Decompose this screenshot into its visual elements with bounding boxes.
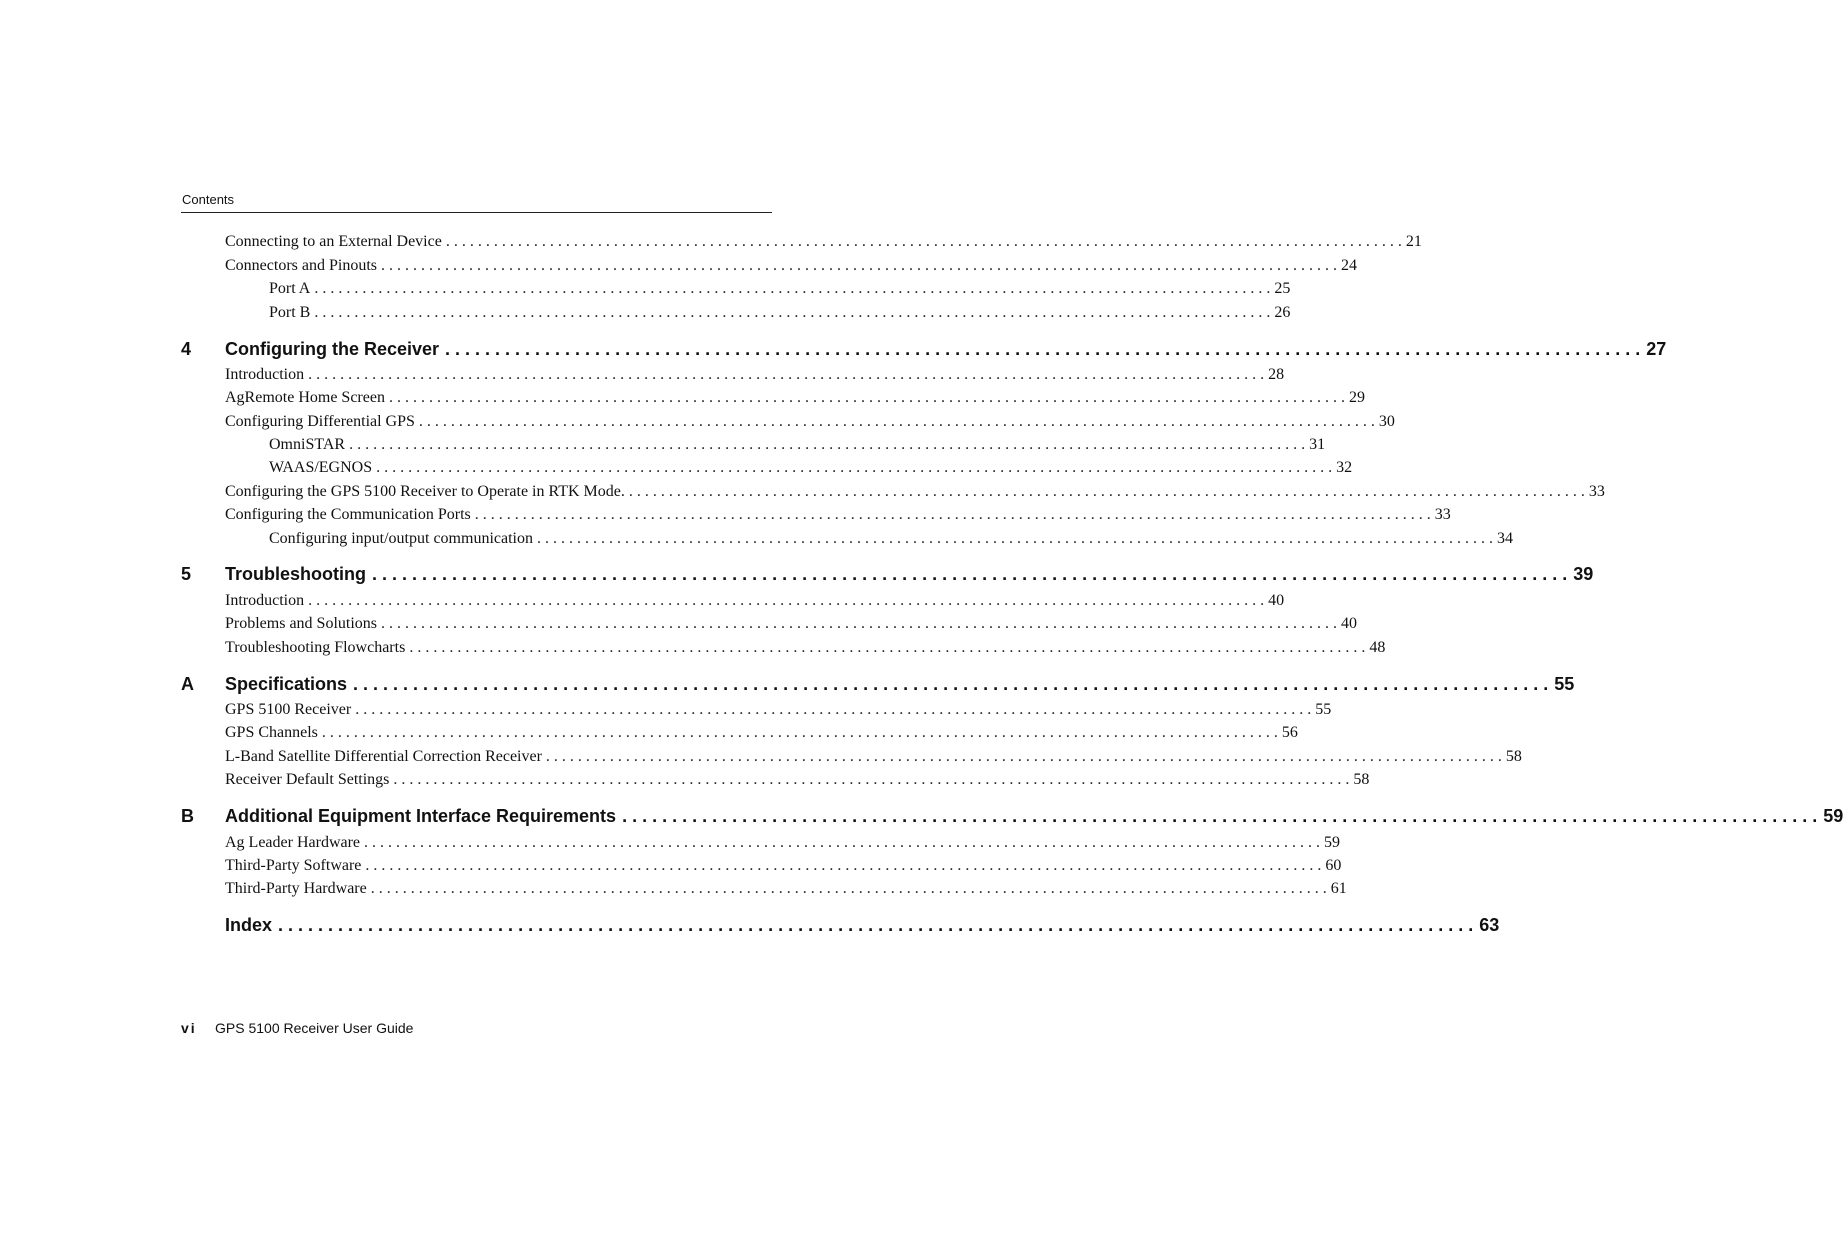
dot-leader: . . . . . . . . . . . . . . . . . . . . . . . . . . . . . . . . . . . . . . . . . . . . . . . . . . . . . . . . . . . . . . . . . . . . . . . . . . . . . . . . . . . . . . . . . . . . . . . . . . . . . . . . . . . . . . . . . . . . . . . . [409, 639, 1366, 656]
dot-leader: . . . . . . . . . . . . . . . . . . . . . . . . . . . . . . . . . . . . . . . . . . . . . . . . . . . . . . . . . . . . . . . . . . . . . . . . . . . . . . . . . . . . . . . . . . . . . . . . . . . . . . . . . . . . . . . . . . . . . . . . [418, 413, 1375, 430]
entry-page-number: 33 [1588, 483, 1605, 500]
entry-title: Introduction [225, 592, 305, 609]
entry-page-number: 30 [1378, 413, 1395, 430]
toc-section-entry[interactable] [225, 506, 1451, 528]
toc-section-entry[interactable] [225, 389, 1365, 411]
dot-leader: . . . . . . . . . . . . . . . . . . . . . . . . . . . . . . . . . . . . . . . . . . . . . . . . . . . . . . . . . . . . . . . . . . . . . . . . . . . . . . . . . . . . . . . . . . . . . . . . . . . . . . . . . . . . . . . . . . . . . . . . [314, 304, 1271, 321]
entry-page-number: 40 [1341, 615, 1358, 632]
toc-subsection-entry[interactable] [269, 280, 1291, 302]
dot-leader: . . . . . . . . . . . . . . . . . . . . . . . . . . . . . . . . . . . . . . . . . . . . . . . . . . . . . . . . . . . . . . . . . . . . . . . . . . . . . . . . . . . . . . . . . . . . . . . . . . . . . . . . . . . . . . . . . . . . . . . . [545, 748, 1502, 765]
entry-page-number: 28 [1268, 366, 1285, 383]
toc-section-entry[interactable] [225, 639, 1386, 661]
dot-leader: . . . . . . . . . . . . . . . . . . . . . . . . . . . . . . . . . . . . . . . . . . . . . . . . . . . . . . . . . . . . . . . . . . . . . . . . . . . . . . . . . . . . . . . . . . . . . . . . . . . . . . . . . . . . . . . . . . . . . . . . [536, 530, 1493, 547]
page-footer [181, 1020, 413, 1036]
toc-section-entry[interactable] [225, 366, 1285, 388]
toc-section-entry[interactable] [225, 771, 1370, 793]
entry-title: Receiver Default Settings [225, 771, 390, 788]
entry-page-number: 55 [1554, 674, 1575, 694]
entry-title: Ag Leader Hardware [225, 834, 361, 851]
entry-title: Third-Party Hardware [225, 880, 367, 897]
toc-section-entry[interactable] [225, 615, 1358, 637]
entry-title: L-Band Satellite Differential Correction Receiver [225, 748, 542, 765]
chapter-number: B [181, 806, 194, 826]
entry-title: Configuring the Receiver [225, 339, 440, 359]
dot-leader: . . . . . . . . . . . . . . . . . . . . . . . . . . . . . . . . . . . . . . . . . . . . . . . . . . . . . . . . . . . . . . . . . . . . . . . . . . . . . . . . . . . . . . . . . . . . . . . . . . . . . . . . . . . . . . . . . . . . . . . . [381, 257, 1337, 274]
toc-section-entry[interactable] [225, 748, 1522, 770]
toc-chapter-entry[interactable] [181, 674, 1575, 698]
entry-page-number: 60 [1325, 857, 1342, 874]
toc-section-entry[interactable] [225, 880, 1347, 902]
entry-page-number: 56 [1281, 724, 1298, 741]
entry-page-number: 48 [1369, 639, 1386, 656]
toc-section-entry[interactable] [225, 724, 1298, 746]
dot-leader: . . . . . . . . . . . . . . . . . . . . . . . . . . . . . . . . . . . . . . . . . . . . . . . . . . . . . . . . . . . . . . . . . . . . . . . . . . . . . . . . . . . . . . . . . . . . . . . . . . . . . . . . . . . . . . . . . . . . . . . . [314, 280, 1271, 297]
entry-page-number: 55 [1315, 701, 1332, 718]
entry-title: Troubleshooting Flowcharts [225, 639, 406, 656]
dot-leader: . . . . . . . . . . . . . . . . . . . . . . . . . . . . . . . . . . . . . . . . . . . . . . . . . . . . . . . . . . . . . . . . . . . . . . . . . . . . . . . . . . . . . . . . . . . . . . . . . . . . . . . . . . . . . . . . . . . . . . . . [321, 724, 1278, 741]
dot-leader: . . . . . . . . . . . . . . . . . . . . . . . . . . . . . . . . . . . . . . . . . . . . . . . . . . . . . . . . . . . . . . . . . . . . . . . . . . . . . . . . . . . . . . . . . . . . . . . . . . . . . . . . . . . . . . . . . . . . . . . . [474, 506, 1431, 523]
toc-subsection-entry[interactable] [269, 304, 1291, 326]
entry-title: WAAS/EGNOS [269, 459, 373, 476]
entry-page-number: 63 [1479, 915, 1500, 935]
entry-page-number: 32 [1336, 459, 1353, 476]
entry-page-number: 61 [1330, 880, 1347, 897]
toc-subsection-entry[interactable] [269, 530, 1513, 552]
entry-title: Introduction [225, 366, 305, 383]
dot-leader: . . . . . . . . . . . . . . . . . . . . . . . . . . . . . . . . . . . . . . . . . . . . . . . . . . . . . . . . . . . . . . . . . . . . . . . . . . . . . . . . . . . . . . . . . . . . . . . . . . . . . . . . . . . . . . . . . . . . . . . . [365, 857, 1322, 874]
dot-leader: . . . . . . . . . . . . . . . . . . . . . . . . . . . . . . . . . . . . . . . . . . . . . . . . . . . . . . . . . . . . . . . . . . . . . . . . . . . . . . . . . . . . . . . . . . . . . . . . . . . . . . . . . . . . . . . . . . . . . . . . [308, 592, 1265, 609]
entry-title: GPS Channels [225, 724, 318, 741]
entry-title: AgRemote Home Screen [225, 389, 385, 406]
entry-page-number: 59 [1324, 834, 1341, 851]
entry-title: Connectors and Pinouts [225, 257, 377, 274]
entry-title: Additional Equipment Interface Requirements [225, 806, 617, 826]
entry-title: OmniSTAR [269, 436, 346, 453]
page-number: vi [181, 1020, 197, 1036]
entry-title: Connecting to an External Device [225, 233, 442, 250]
entry-page-number: 26 [1274, 304, 1291, 321]
dot-leader: . . . . . . . . . . . . . . . . . . . . . . . . . . . . . . . . . . . . . . . . . . . . . . . . . . . . . . . . . . . . . . . . . . . . . . . . . . . . . . . . . . . . . . . . . . . . . . . . . . . . . . . . . . . . . . . . . . . . . . . . [370, 880, 1327, 897]
entry-title: Index [225, 915, 273, 935]
toc-section-entry[interactable] [225, 233, 1422, 255]
entry-title: GPS 5100 Receiver [225, 701, 352, 718]
entry-page-number: 31 [1309, 436, 1326, 453]
dot-leader: . . . . . . . . . . . . . . . . . . . . . . . . . . . . . . . . . . . . . . . . . . . . . . . . . . . . . . . . . . . . . . . . . . . . . . . . . . . . . . . . . . . . . . . . . . . . . . . . . . . . . . . . . . . . . . . . . . . . . . . . [355, 701, 1312, 718]
toc-subsection-entry[interactable] [269, 436, 1326, 458]
entry-page-number: 58 [1505, 748, 1522, 765]
entry-title: Specifications [225, 674, 348, 694]
running-header: Contents [182, 192, 235, 207]
toc-section-entry[interactable] [225, 413, 1395, 435]
toc-section-entry[interactable] [225, 857, 1342, 879]
entry-page-number: 34 [1496, 530, 1513, 547]
toc-section-entry[interactable] [225, 483, 1605, 505]
entry-page-number: 29 [1348, 389, 1365, 406]
dot-leader: . . . . . . . . . . . . . . . . . . . . . . . . . . . . . . . . . . . . . . . . . . . . . . . . . . . . . . . . . . . . . . . . . . . . . . . . . . . . . . . . . . . . . . . . . . . . . . . . . . . . . . . . . . . . . . . . . . . . . . . . [622, 806, 1818, 826]
entry-page-number: 27 [1646, 339, 1667, 359]
entry-title: Problems and Solutions [225, 615, 378, 632]
entry-page-number: 25 [1274, 280, 1291, 297]
entry-page-number: 59 [1823, 806, 1843, 826]
entry-page-number: 40 [1268, 592, 1285, 609]
dot-leader: . . . . . . . . . . . . . . . . . . . . . . . . . . . . . . . . . . . . . . . . . . . . . . . . . . . . . . . . . . . . . . . . . . . . . . . . . . . . . . . . . . . . . . . . . . . . . . . . . . . . . . . . . . . . . . . . . . . . . . . . [376, 459, 1333, 476]
entry-title: Port A [269, 280, 311, 297]
toc-subsection-entry[interactable] [269, 459, 1353, 481]
dot-leader: . . . . . . . . . . . . . . . . . . . . . . . . . . . . . . . . . . . . . . . . . . . . . . . . . . . . . . . . . . . . . . . . . . . . . . . . . . . . . . . . . . . . . . . . . . . . . . . . . . . . . . . . . . . . . . . . . . . . . . . . [372, 564, 1568, 584]
dot-leader: . . . . . . . . . . . . . . . . . . . . . . . . . . . . . . . . . . . . . . . . . . . . . . . . . . . . . . . . . . . . . . . . . . . . . . . . . . . . . . . . . . . . . . . . . . . . . . . . . . . . . . . . . . . . . . . . . . . . . . . . [381, 615, 1338, 632]
entry-title: Configuring input/output communication [269, 530, 533, 547]
entry-title: Configuring the Communication Ports [225, 506, 471, 523]
toc-chapter-entry[interactable] [181, 915, 1500, 939]
toc-section-entry[interactable] [225, 592, 1285, 614]
dot-leader: . . . . . . . . . . . . . . . . . . . . . . . . . . . . . . . . . . . . . . . . . . . . . . . . . . . . . . . . . . . . . . . . . . . . . . . . . . . . . . . . . . . . . . . . . . . . . . . . . . . . . . . . . . . . . . . . . . . . . . . . [278, 915, 1474, 935]
dot-leader: . . . . . . . . . . . . . . . . . . . . . . . . . . . . . . . . . . . . . . . . . . . . . . . . . . . . . . . . . . . . . . . . . . . . . . . . . . . . . . . . . . . . . . . . . . . . . . . . . . . . . . . . . . . . . . . . . . . . . . . . [353, 674, 1549, 694]
dot-leader: . . . . . . . . . . . . . . . . . . . . . . . . . . . . . . . . . . . . . . . . . . . . . . . . . . . . . . . . . . . . . . . . . . . . . . . . . . . . . . . . . . . . . . . . . . . . . . . . . . . . . . . . . . . . . . . . . . . . . . . . [393, 771, 1350, 788]
entry-title: Troubleshooting [225, 564, 366, 584]
entry-page-number: 21 [1405, 233, 1422, 250]
entry-title: Configuring the GPS 5100 Receiver to Operate in RTK Mode. [225, 483, 625, 500]
dot-leader: . . . . . . . . . . . . . . . . . . . . . . . . . . . . . . . . . . . . . . . . . . . . . . . . . . . . . . . . . . . . . . . . . . . . . . . . . . . . . . . . . . . . . . . . . . . . . . . . . . . . . . . . . . . . . . . . . . . . . . . . [364, 834, 1321, 851]
toc-chapter-entry[interactable] [181, 806, 1843, 830]
header-rule [181, 212, 772, 213]
dot-leader: . . . . . . . . . . . . . . . . . . . . . . . . . . . . . . . . . . . . . . . . . . . . . . . . . . . . . . . . . . . . . . . . . . . . . . . . . . . . . . . . . . . . . . . . . . . . . . . . . . . . . . . . . . . . . . . . . . . . . . . . [445, 233, 1402, 250]
toc-chapter-entry[interactable] [181, 564, 1594, 588]
entry-page-number: 24 [1341, 257, 1357, 274]
chapter-number: 4 [181, 339, 192, 359]
entry-title: Third-Party Software [225, 857, 362, 874]
toc-chapter-entry[interactable] [181, 339, 1667, 363]
entry-page-number: 33 [1434, 506, 1451, 523]
chapter-number: A [181, 674, 194, 694]
chapter-number: 5 [181, 564, 192, 584]
guide-title: GPS 5100 Receiver User Guide [215, 1020, 414, 1036]
toc-section-entry[interactable] [225, 834, 1341, 856]
dot-leader: . . . . . . . . . . . . . . . . . . . . . . . . . . . . . . . . . . . . . . . . . . . . . . . . . . . . . . . . . . . . . . . . . . . . . . . . . . . . . . . . . . . . . . . . . . . . . . . . . . . . . . . . . . . . . . . . . . . . . . . . [308, 366, 1265, 383]
entry-title: Configuring Differential GPS [225, 413, 415, 430]
toc-section-entry[interactable] [225, 257, 1357, 279]
dot-leader: . . . . . . . . . . . . . . . . . . . . . . . . . . . . . . . . . . . . . . . . . . . . . . . . . . . . . . . . . . . . . . . . . . . . . . . . . . . . . . . . . . . . . . . . . . . . . . . . . . . . . . . . . . . . . . . . . . . . . . . . [628, 483, 1585, 500]
entry-page-number: 39 [1573, 564, 1594, 584]
entry-title: Port B [269, 304, 311, 321]
entry-page-number: 58 [1353, 771, 1370, 788]
dot-leader: . . . . . . . . . . . . . . . . . . . . . . . . . . . . . . . . . . . . . . . . . . . . . . . . . . . . . . . . . . . . . . . . . . . . . . . . . . . . . . . . . . . . . . . . . . . . . . . . . . . . . . . . . . . . . . . . . . . . . . . . [349, 436, 1306, 453]
toc-section-entry[interactable] [225, 701, 1332, 723]
dot-leader: . . . . . . . . . . . . . . . . . . . . . . . . . . . . . . . . . . . . . . . . . . . . . . . . . . . . . . . . . . . . . . . . . . . . . . . . . . . . . . . . . . . . . . . . . . . . . . . . . . . . . . . . . . . . . . . . . . . . . . . . [388, 389, 1345, 406]
dot-leader: . . . . . . . . . . . . . . . . . . . . . . . . . . . . . . . . . . . . . . . . . . . . . . . . . . . . . . . . . . . . . . . . . . . . . . . . . . . . . . . . . . . . . . . . . . . . . . . . . . . . . . . . . . . . . . . . . . . . . . . . [445, 339, 1641, 359]
